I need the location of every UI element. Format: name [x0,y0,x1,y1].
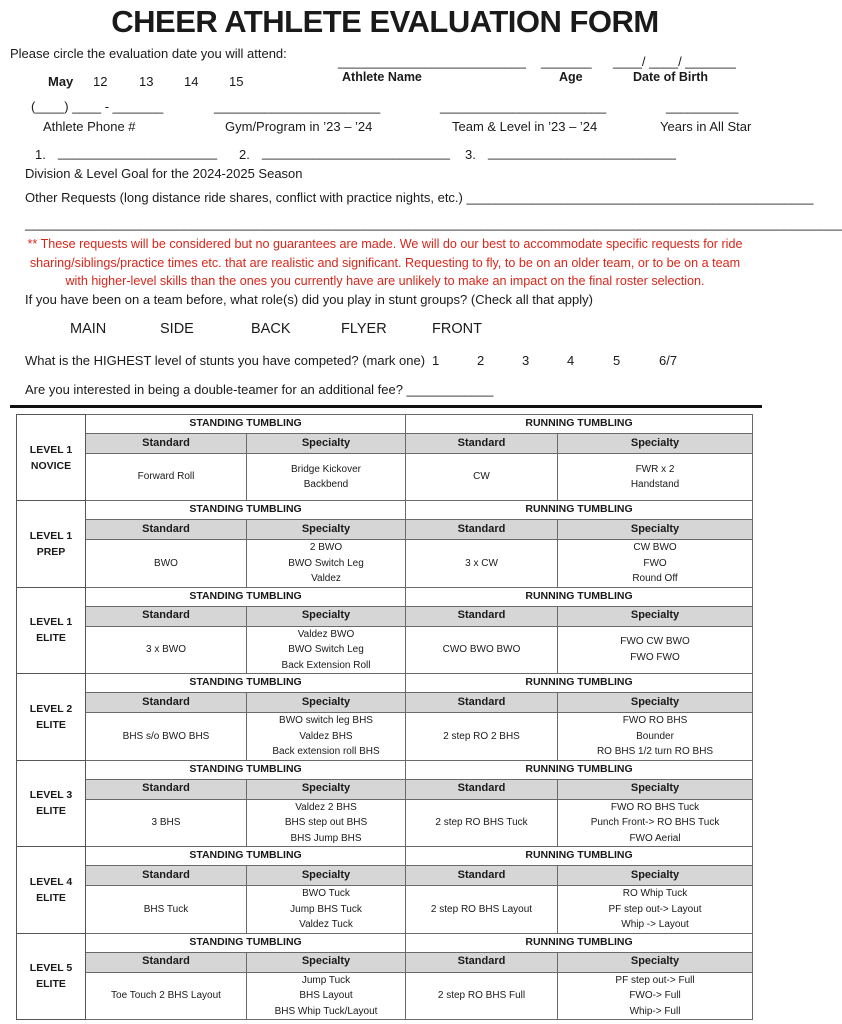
running-specialty-header: Specialty [558,693,753,713]
standing-tumbling-heading: STANDING TUMBLING [86,933,406,952]
level-row [17,713,753,761]
notice-line-1: ** These requests will be considered but no guarantees are made. We will do our best to accommodate specific requests for ride [27,237,743,251]
level-name: LEVEL 1 ELITE [17,587,86,674]
stunt-level-5[interactable]: 5 [613,353,621,368]
month-label: May [48,74,74,89]
running-tumbling-heading: RUNNING TUMBLING [406,415,753,434]
standing-standard-header: Standard [86,952,247,972]
dob-label: Date of Birth [633,70,708,84]
standing-tumbling-heading: STANDING TUMBLING [86,847,406,866]
date-option-14[interactable]: 14 [184,74,199,89]
level-row [17,779,753,799]
skill-item: FWO RO BHS Tuck [610,801,700,813]
age-field[interactable]: _______ [541,54,592,69]
notice-line-3: with higher-level skills than the ones you currently have are unlikely to make an impact on the final roster selection. [65,274,705,288]
running-specialty-header: Specialty [558,779,753,799]
standing-tumbling-heading: STANDING TUMBLING [86,760,406,779]
running-standard-skills [406,886,558,934]
running-specialty-skills [558,713,753,761]
skill-item: Valdez [311,573,341,584]
skill-item: Toe Touch 2 BHS Layout [111,990,221,1001]
standing-standard-skills [86,886,247,934]
standing-specialty-skills [247,713,406,761]
skill-item: Round Off [632,573,678,584]
stunt-level-2[interactable]: 2 [477,353,485,368]
skill-item: FWO RO BHS [622,715,688,726]
skill-item: Jump BHS Tuck [290,903,362,915]
team-label: Team & Level in ’23 – ’24 [452,119,598,134]
date-option-12[interactable]: 12 [93,74,108,89]
goal-3-field[interactable]: __________________________ [488,145,676,160]
other-requests-field[interactable]: Other Requests (long distance ride shares, conflict with practice nights, etc.) ________________________________________________ [25,190,814,205]
running-tumbling-heading: RUNNING TUMBLING [406,760,753,779]
age-label: Age [559,70,583,84]
level-row [17,540,753,588]
standing-tumbling-heading: STANDING TUMBLING [86,674,406,693]
standing-specialty-header: Specialty [247,606,406,626]
years-field[interactable]: __________ [666,99,739,114]
goal-3-number: 3. [465,147,476,162]
level-row [17,933,753,952]
skill-item: BWO switch leg BHS [279,715,373,726]
skill-item: Bounder [636,730,674,742]
standing-specialty-header: Specialty [247,520,406,540]
level-name: LEVEL 4 ELITE [17,847,86,934]
running-standard-header: Standard [406,520,558,540]
gym-field[interactable]: _______________________ [214,99,381,114]
running-standard-header: Standard [406,779,558,799]
standing-standard-header: Standard [86,606,247,626]
skill-item: 3 BHS [151,817,181,828]
skill-item: FWO CW BWO [620,636,690,648]
running-specialty-header: Specialty [558,952,753,972]
running-specialty-skills [558,626,753,674]
standing-specialty-skills [247,454,406,501]
skill-item: 2 step RO 2 BHS [443,730,520,742]
athlete-name-field[interactable]: __________________________ [338,54,526,69]
running-standard-header: Standard [406,866,558,886]
standing-standard-header: Standard [86,693,247,713]
double-team-field[interactable]: Are you interested in being a double-teamer for an additional fee? ____________ [25,382,494,397]
goal-caption: Division & Level Goal for the 2024-2025 Season [25,166,303,181]
level-name: LEVEL 1 NOVICE [17,415,86,501]
level-row [17,454,753,501]
skill-item: BHS Jump BHS [290,832,362,844]
skill-item: FWO Aerial [629,832,681,844]
level-row [17,952,753,972]
running-standard-header: Standard [406,952,558,972]
level-name: LEVEL 5 ELITE [17,933,86,1020]
level-row [17,415,753,434]
level-row [17,674,753,693]
standing-tumbling-heading: STANDING TUMBLING [86,587,406,606]
level-row [17,587,753,606]
other-requests-line[interactable]: _________________________________________________________________________________________________________________ [25,216,842,231]
running-specialty-header: Specialty [558,520,753,540]
level-name: LEVEL 2 ELITE [17,674,86,761]
running-standard-skills [406,626,558,674]
level-row [17,866,753,886]
level-row [17,693,753,713]
skill-item: BWO Switch Leg [288,557,364,569]
level-row [17,434,753,454]
running-specialty-header: Specialty [558,606,753,626]
standing-specialty-skills [247,799,406,847]
skill-item: Bridge Kickover [290,463,362,475]
standing-specialty-skills [247,886,406,934]
standing-standard-header: Standard [86,434,247,454]
skill-item: CW [473,471,490,483]
standing-tumbling-heading: STANDING TUMBLING [86,501,406,520]
skill-item: BHS Tuck [143,903,189,915]
skill-item: 2 step RO BHS Layout [430,903,533,915]
skill-item: Whip -> Layout [621,919,689,930]
goal-1-number: 1. [35,147,46,162]
skill-item: BHS Layout [299,990,353,1001]
running-standard-skills [406,972,558,1020]
standing-specialty-header: Specialty [247,779,406,799]
level-name: LEVEL 3 ELITE [17,760,86,847]
standing-specialty-header: Specialty [247,952,406,972]
standing-specialty-skills [247,972,406,1020]
stunt-level-question: What is the HIGHEST level of stunts you have competed? (mark one) [25,353,426,368]
running-standard-skills [406,799,558,847]
standing-tumbling-heading: STANDING TUMBLING [86,415,406,434]
skill-item: Whip-> Full [629,1005,681,1017]
level-row [17,626,753,674]
running-specialty-skills [558,886,753,934]
standing-standard-header: Standard [86,779,247,799]
skill-item: BWO Switch Leg [288,644,364,655]
standing-standard-skills [86,454,247,501]
standing-standard-header: Standard [86,866,247,886]
standing-specialty-header: Specialty [247,693,406,713]
skill-item: RO Whip Tuck [622,888,688,899]
stunt-level-3[interactable]: 3 [522,353,530,368]
level-row [17,847,753,866]
skill-item: Valdez BWO [297,628,355,640]
running-specialty-header: Specialty [558,434,753,454]
running-tumbling-heading: RUNNING TUMBLING [406,847,753,866]
level-row [17,520,753,540]
notice-line-2: sharing/siblings/practice times etc. that are realistic and significant. Requesting to fly, to be on an older team, or to be on a team [29,256,741,270]
skill-item: 2 step RO BHS Full [437,990,526,1001]
skills-table [16,414,753,1020]
skill-item: Back extension roll BHS [272,746,380,757]
goal-2-field[interactable]: __________________________ [262,145,450,160]
standing-standard-skills [86,713,247,761]
gym-label: Gym/Program in ’23 – ’24 [225,119,373,134]
level-row [17,799,753,847]
skill-item: 3 x BWO [145,644,186,655]
goal-1-field[interactable]: ______________________ [58,145,218,160]
standing-specialty-header: Specialty [247,866,406,886]
standing-standard-skills [86,972,247,1020]
standing-standard-skills [86,799,247,847]
skill-item: CW BWO [633,542,677,553]
running-standard-header: Standard [406,606,558,626]
goal-2-number: 2. [239,147,250,162]
running-specialty-header: Specialty [558,866,753,886]
skill-item: FWO FWO [630,651,680,663]
years-label: Years in All Star [660,119,752,134]
running-specialty-skills [558,454,753,501]
stunt-role-front[interactable]: FRONT [432,321,482,337]
standing-specialty-header: Specialty [247,434,406,454]
form-title: CHEER ATHLETE EVALUATION FORM [111,4,659,39]
running-standard-header: Standard [406,693,558,713]
skill-item: CWO BWO BWO [442,644,521,655]
standing-specialty-skills [247,540,406,588]
section-divider [10,405,762,408]
date-prompt: Please circle the evaluation date you will attend: [10,46,287,61]
skill-item: Valdez BHS [299,730,353,742]
level-row [17,606,753,626]
stunt-role-side[interactable]: SIDE [160,321,194,337]
skill-item: Handstand [630,479,680,490]
date-option-15[interactable]: 15 [229,74,244,89]
skill-item: Valdez Tuck [299,919,353,930]
skill-item: Back Extension Roll [281,659,371,671]
running-standard-skills [406,713,558,761]
running-standard-skills [406,454,558,501]
running-tumbling-heading: RUNNING TUMBLING [406,587,753,606]
level-row [17,501,753,520]
skill-item: FWO-> Full [629,990,681,1001]
stunt-level-4[interactable]: 4 [567,353,575,368]
skill-item: BWO Tuck [302,888,350,899]
phone-field[interactable]: (____) ____ - _______ [31,99,164,114]
running-standard-skills [406,540,558,588]
skill-item: BHS s/o BWO BHS [122,730,210,742]
date-option-13[interactable]: 13 [139,74,154,89]
standing-specialty-skills [247,626,406,674]
phone-label: Athlete Phone # [43,119,136,134]
standing-standard-skills [86,626,247,674]
running-specialty-skills [558,972,753,1020]
skill-item: RO BHS 1/2 turn RO BHS [596,746,714,757]
skill-item: PF step out-> Full [615,974,695,986]
running-tumbling-heading: RUNNING TUMBLING [406,501,753,520]
skill-item: Forward Roll [137,471,195,483]
level-row [17,972,753,1020]
level-row [17,886,753,934]
standing-standard-skills [86,540,247,588]
skill-item: PF step out-> Layout [608,903,702,915]
stunt-level-1[interactable]: 1 [432,353,440,368]
level-name: LEVEL 1 PREP [17,501,86,588]
athlete-name-label: Athlete Name [342,70,422,84]
stunt-role-main[interactable]: MAIN [70,321,107,337]
stunt-role-question: If you have been on a team before, what role(s) did you play in stunt groups? (Check all that apply) [25,292,593,307]
skill-item: FWR x 2 [635,463,675,475]
stunt-role-flyer[interactable]: FLYER [341,321,387,337]
running-tumbling-heading: RUNNING TUMBLING [406,674,753,693]
running-tumbling-heading: RUNNING TUMBLING [406,933,753,952]
team-field[interactable]: _______________________ [440,99,607,114]
stunt-level-6-7[interactable]: 6/7 [659,353,678,368]
skill-item: FWO [643,557,667,569]
skill-item: 2 BWO [309,542,343,553]
skill-item: 2 step RO BHS Tuck [435,817,528,828]
skill-item: Valdez 2 BHS [295,801,357,813]
skill-item: Backbend [303,479,349,490]
standing-standard-header: Standard [86,520,247,540]
skill-item: BWO [154,557,178,569]
level-row [17,760,753,779]
stunt-role-back[interactable]: BACK [251,321,291,337]
skill-item: 3 x CW [465,557,498,569]
skill-item: BHS step out BHS [284,817,368,828]
running-specialty-skills [558,540,753,588]
dob-field[interactable]: ____/ ____/ _______ [613,54,736,69]
running-standard-header: Standard [406,434,558,454]
running-specialty-skills [558,799,753,847]
skill-item: BHS Whip Tuck/Layout [274,1005,378,1017]
skill-item: Jump Tuck [301,974,351,986]
skill-item: Punch Front-> RO BHS Tuck [590,817,720,828]
